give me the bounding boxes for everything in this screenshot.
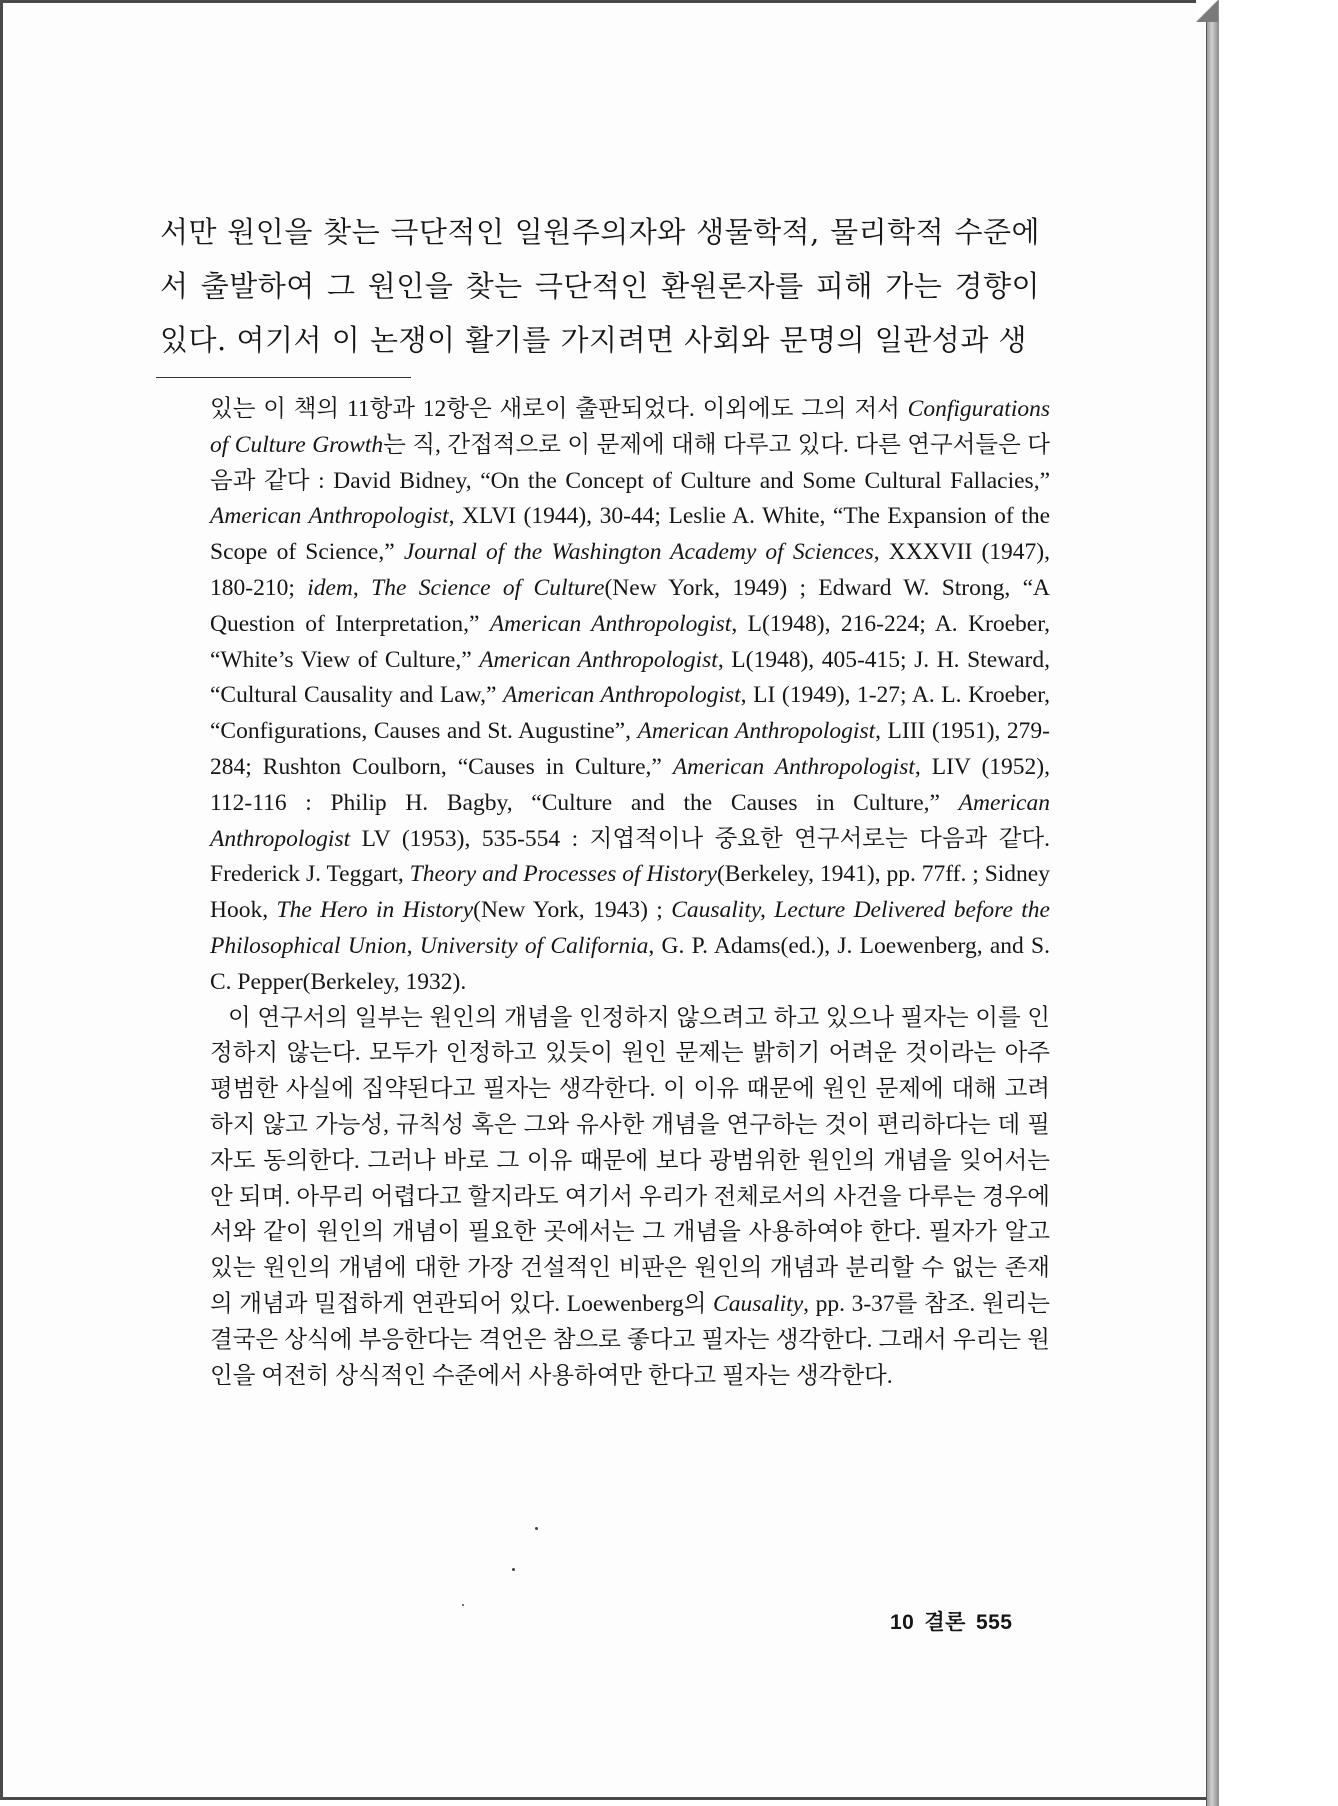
journal-title: American Anthropologist	[489, 610, 732, 637]
body-paragraph: 서만 원인을 찾는 극단적인 일원주의자와 생물학적, 물리학적 수준에서 출발하여 그 원인을 찾는 극단적인 환원론자를 피해 가는 경향이 있다. 여기서 이 논쟁이 활기를 가지려면 사회와 문명의 일관성과 생	[160, 215, 1040, 357]
footnote-text: , L(1948), 216-224; A. Kroeber, “White’s View of Culture,”	[210, 610, 1050, 673]
journal-title: American Anthropologist	[672, 753, 915, 780]
footnote-text: , L(1948), 405-415; J. H. Steward, “Cultural Causality and Law,”	[210, 646, 1050, 709]
main-text	[160, 205, 1040, 367]
book-title: The Science of Culture	[371, 574, 605, 601]
book-title: Causality	[713, 1290, 804, 1317]
footnote-text: (New York, 1943) ;	[473, 897, 672, 924]
footnote-text: , XLVI (1944), 30-44; Leslie A. White, “The Expansion of the Scope of Science,”	[210, 503, 1050, 566]
book-title: Theory and Processes of History	[409, 861, 717, 888]
book-title: Causality, Lecture Delivered before the Philosophical Union, University of California	[210, 897, 1050, 959]
print-speck	[535, 1527, 538, 1530]
footnote-text: , XXXVII (1947), 180-210;	[210, 539, 1050, 601]
book-title: The Hero in History	[276, 897, 474, 924]
journal-title: American Anthropologist	[210, 789, 1050, 852]
footnote-block	[210, 392, 1050, 1394]
footnote-divider	[156, 377, 411, 378]
page-number: 555	[975, 1611, 1013, 1634]
footnote-text: (Berkeley, 1941), pp. 77ff. ; Sidney Hook,	[210, 861, 1050, 924]
footnote-text: , LI (1949), 1-27; A. L. Kroeber, “Configurations, Causes and St. Augustine”,	[210, 682, 1050, 745]
page-footer	[890, 1606, 1022, 1636]
chapter-number: 10	[890, 1611, 915, 1634]
footnote-text: 이 연구서의 일부는 원인의 개념을 인정하지 않으려고 하고 있으나 필자는 이를 인정하지 않는다. 모두가 인정하고 있듯이 원인 문제는 밝히기 어려운 것이라는 아주 평범한 사실에 집약된다고 필자는 생각한다. 이 이유 때문에 원인 문제에 대해 고려하지 않고 가능성, 규칙성 혹은 그와 유사한 개념을 연구하는 것이 편리하다는 데 필자도 동의한다. 그러나 바로 그 이유 때문에 보다 광범위한 원인의 개념을 잊어서는 안 되며. 아무리 어렵다고 할지라도 여기서 우리가 전체로서의 사건을 다루는 경우에서와 같이 원인의 개념이 필요한 곳에서는 그 개념을 사용하여야 한다. 필자가 알고 있는 원인의 개념에 대한 가장 건설적인 비판은 원인의 개념과 분리할 수 없는 존재의 개념과 밀접하게 연관되어 있다. Loewenberg의	[210, 1004, 1050, 1317]
page-edge-shadow	[1206, 0, 1219, 1806]
footnote-text: (New York, 1949) ; Edward W. Strong, “A Question of Interpretation,”	[210, 574, 1051, 637]
footnote-title: idem	[307, 574, 353, 601]
footnote-text: , pp. 3-37를 참조. 원리는 결국은 상식에 부응한다는 격언은 참으로 좋다고 필자는 생각한다. 그래서 우리는 원인을 여전히 상식적인 수준에서 사용하여만 한다고 필자는 생각한다.	[210, 1290, 1050, 1389]
footnote-text: 는 직, 간접적으로 이 문제에 대해 다루고 있다. 다른 연구서들은 다음과 같다 : David Bidney, “On the Concept of Culture and Some Cultural Fallacies,”	[210, 431, 1050, 494]
print-speck	[512, 1568, 515, 1571]
footnote-paragraph-2	[210, 1001, 1050, 1395]
footnote-text: , LIII (1951), 279-284; Rushton Coulborn, “Causes in Culture,”	[210, 718, 1051, 780]
journal-title: American Anthropologist	[637, 718, 876, 745]
chapter-title: 결론	[924, 1611, 966, 1634]
footnote-text: ,	[352, 574, 372, 601]
journal-title: American Anthropologist	[210, 503, 449, 530]
footnote-text: , LIV (1952), 112-116 : Philip H. Bagby, “Culture and the Causes in Culture,”	[210, 753, 1050, 816]
footnote-text: 있는 이 책의 11항과 12항은 새로이 출판되었다. 이외에도 그의 저서	[210, 396, 908, 422]
footnote-paragraph-1	[210, 392, 1050, 1001]
footnote-text: LV (1953), 535-554 : 지엽적이나 중요한 연구서로는 다음과 같다. Frederick J. Teggart,	[210, 825, 1050, 888]
page-content	[160, 205, 1051, 1394]
journal-title: American Anthropologist	[479, 646, 718, 673]
print-speck	[462, 1604, 464, 1606]
footnote-title: Configurations of Culture Growth	[210, 396, 1050, 458]
journal-title: American Anthropologist	[503, 682, 741, 709]
journal-title: Journal of the Washington Academy of Sciences	[403, 539, 874, 566]
page-corner	[1196, 0, 1218, 22]
footnote-text: , G. P. Adams(ed.), J. Loewenberg, and S. C. Pepper(Berkeley, 1932).	[210, 932, 1050, 995]
